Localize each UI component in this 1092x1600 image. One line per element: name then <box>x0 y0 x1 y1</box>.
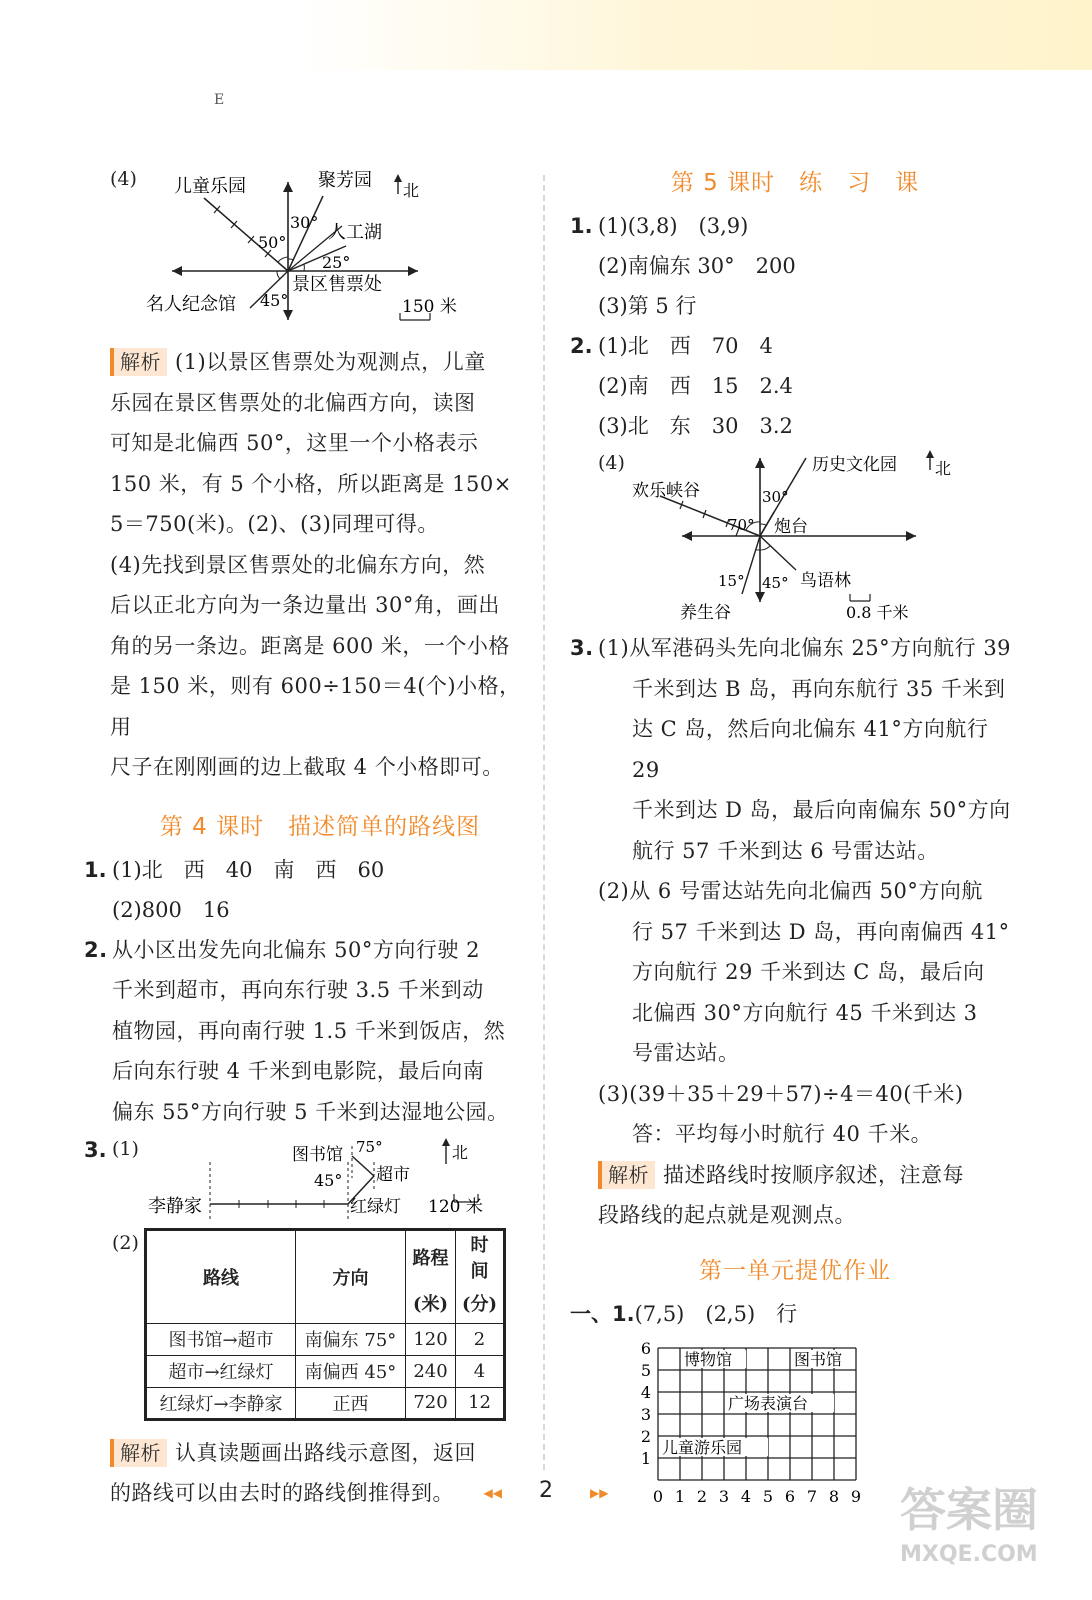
lesson5-title: 第 5 课时 练 习 课 <box>670 170 920 196</box>
label-scale: 0.8 千米 <box>846 603 909 622</box>
label-75: 75° <box>356 1138 383 1156</box>
table-row: 超市→红绿灯 南偏西 45° 240 4 <box>146 1355 505 1387</box>
svg-text:5: 5 <box>640 1360 652 1380</box>
label-15: 15° <box>718 572 745 590</box>
label-lishi: 历史文化园 <box>812 455 897 475</box>
th-dist-unit: (米) <box>406 1283 456 1323</box>
left-column <box>84 160 530 1514</box>
unit-q1: 一、1.(7,5) (2,5) 行 <box>570 1301 798 1326</box>
grid-label-guangchang: 广场表演台 <box>728 1393 809 1413</box>
compass-diagram-right-svg <box>570 446 1020 626</box>
q2: 2. 从小区出发先向北偏东 50°方向行驶 2 千米到超市，再向东行驶 3.5 千米到动 植物园，再向南行驶 1.5 千米到饭店，然 后向东行驶 4 千米到电影院，最后向南 偏东 55°方向行驶 5 千米到达湿地公园。 <box>84 937 509 1124</box>
label-niaoyu: 鸟语林 <box>800 571 851 591</box>
svg-text:5: 5 <box>762 1486 774 1506</box>
column-divider <box>543 175 545 1470</box>
label-mingren: 名人纪念馆 <box>146 294 236 315</box>
compass-diagram-4-svg <box>110 160 530 340</box>
label-rengong: 人工湖 <box>328 222 382 243</box>
right-column <box>570 160 1020 1526</box>
svg-text:9: 9 <box>850 1486 862 1506</box>
analysis-tag: 解析 <box>110 1439 167 1467</box>
label-lijing: 李静家 <box>148 1196 202 1217</box>
compass-diagram-right: (4) 历史文化园 北 欢乐峡谷 30° 70° 炮台 15° 45° 鸟语林 养生谷 0.8 千米 <box>570 446 1020 626</box>
label-70: 70° <box>728 516 755 534</box>
label-45: 45° <box>260 291 289 310</box>
q1-line2: (2)800 16 <box>112 897 230 922</box>
label-jufang: 聚芳园 <box>318 170 372 191</box>
lesson5-q3: 3. (1)从军港码头先向北偏东 25°方向航行 39 千米到达 B 岛，再向东航行 35 千米到 达 C 岛，然后向北偏东 41°方向航行 29 千米到达 D 岛，最后向南偏东 50°方向 航行 57 千米到达 6 号雷达站。 (2)从 6 号雷达站先向北偏西 50°方向航 行 57 千米到达 D 岛，再向南偏西 41° 方向航行 29 千米到达 C 岛，最后向 北偏西 30°方向航行 45 千米到达 3 号雷达站。 (3)(39＋35＋29＋57)÷4＝40(千米) 答：平均每小时航行 40 千米。 <box>570 636 1012 1146</box>
table-row: 图书馆→超市 南偏东 75° 120 2 <box>146 1323 505 1355</box>
svg-text:6: 6 <box>640 1338 652 1358</box>
analysis-1-p1: 解析 (1)以景区售票处为观测点，儿童 乐园在景区售票处的北偏西方向，读图 可知是北偏西 50°，这里一个小格表示 150 米，有 5 个小格，所以距离是 150× 5＝750(米)。(2)、(3)同理可得。 <box>110 350 512 536</box>
label-30: 30° <box>762 488 789 506</box>
svg-text:6: 6 <box>784 1486 796 1506</box>
analysis-tag: 解析 <box>110 348 167 376</box>
label-library: 图书馆 <box>292 1145 343 1165</box>
table-label: (2) <box>112 1232 139 1254</box>
label-25: 25° <box>322 253 351 272</box>
svg-text:8: 8 <box>828 1486 840 1506</box>
lesson5-q1: 1. (1)(3,8) (3,9) (2)南偏东 30° 200 (3)第 5 行 <box>570 214 796 318</box>
label-north: 北 <box>403 181 420 200</box>
analysis-1-p2: (4)先找到景区售票处的北偏东方向，然 后以正北方向为一条边量出 30°角，画出 角的另一条边。距离是 600 米，一个小格 是 150 米，则有 600÷150＝4(个)小格，用 尺子在刚刚画的边上截取 4 个小格即可。 <box>110 552 521 779</box>
svg-text:4: 4 <box>740 1486 752 1506</box>
svg-text:4: 4 <box>640 1382 652 1402</box>
analysis-3: 解析 描述路线时按顺序叙述，注意每 段路线的起点就是观测点。 <box>598 1162 964 1227</box>
analysis-2: 解析 认真读题画出路线示意图，返回 的路线可以由去时的路线倒推得到。 <box>110 1440 476 1505</box>
next-arrows[interactable]: ▶▶ <box>590 1486 609 1500</box>
label-market: 超市 <box>376 1165 410 1185</box>
grid-label-tushuguan: 图书馆 <box>794 1349 843 1369</box>
watermark: 答案圈 MXQE.COM <box>900 1483 1038 1567</box>
page-number: 2 <box>539 1478 553 1503</box>
label-light: 红绿灯 <box>350 1197 401 1217</box>
svg-text:2: 2 <box>640 1426 652 1446</box>
q3-route-svg <box>84 1132 524 1228</box>
q3-table-block <box>84 1228 530 1421</box>
th-dist: 路程 <box>406 1230 456 1284</box>
label-50: 50° <box>258 233 287 252</box>
label-ertong: 儿童乐园 <box>174 176 246 197</box>
label-45: 45° <box>762 574 789 592</box>
label-huanle: 欢乐峡谷 <box>632 481 700 501</box>
q1: 1. (1)北 西 40 南 西 60 <box>84 857 385 882</box>
route-table <box>144 1228 506 1421</box>
th-route: 路线 <box>146 1230 296 1324</box>
q3-route-diagram: 3. (1) 图书馆 75° 北 45° 超市 李静家 红绿灯 120 米 <box>84 1132 530 1228</box>
svg-text:1: 1 <box>674 1486 686 1506</box>
compass-diagram-4 <box>110 160 530 340</box>
label-yangsheng: 养生谷 <box>680 603 731 623</box>
label-scale: 120 米 <box>428 1197 483 1217</box>
label-45: 45° <box>314 1171 343 1190</box>
grid-label-ertong: 儿童游乐园 <box>662 1437 743 1457</box>
lesson4-title: 第 4 课时 描述简单的路线图 <box>159 813 481 840</box>
svg-text:2: 2 <box>696 1486 708 1506</box>
lesson5-q2: 2. (1)北 西 70 4 (2)南 西 15 2.4 (3)北 东 30 3.2 <box>570 334 793 438</box>
th-dir: 方向 <box>296 1230 406 1324</box>
label-paotai: 炮台 <box>774 517 808 537</box>
svg-text:1: 1 <box>640 1448 652 1468</box>
svg-text:3: 3 <box>640 1404 652 1424</box>
svg-text:3: 3 <box>718 1486 730 1506</box>
label-north: 北 <box>452 1143 469 1162</box>
label-scale: 150 米 <box>402 297 457 317</box>
grid-label-bowuguan: 博物馆 <box>684 1349 733 1369</box>
lesson4-answers <box>84 850 530 1421</box>
label-jingqu: 景区售票处 <box>292 274 382 295</box>
analysis-tag: 解析 <box>598 1161 655 1189</box>
header-band <box>300 0 1092 70</box>
analysis-1 <box>110 342 530 788</box>
prev-arrows[interactable]: ◀◀ <box>483 1486 502 1500</box>
th-time-unit: (分) <box>456 1283 505 1323</box>
label-30: 30° <box>290 213 319 232</box>
svg-text:7: 7 <box>806 1486 818 1506</box>
svg-text:0: 0 <box>652 1486 664 1506</box>
th-time: 时间 <box>456 1230 505 1284</box>
table-row: 红绿灯→李静家 正西 720 12 <box>146 1387 505 1419</box>
label-north: 北 <box>935 459 952 478</box>
header-mark: E <box>214 92 225 108</box>
unit-title: 第一单元提优作业 <box>699 1257 891 1284</box>
diagram-label: (4) <box>110 168 137 190</box>
